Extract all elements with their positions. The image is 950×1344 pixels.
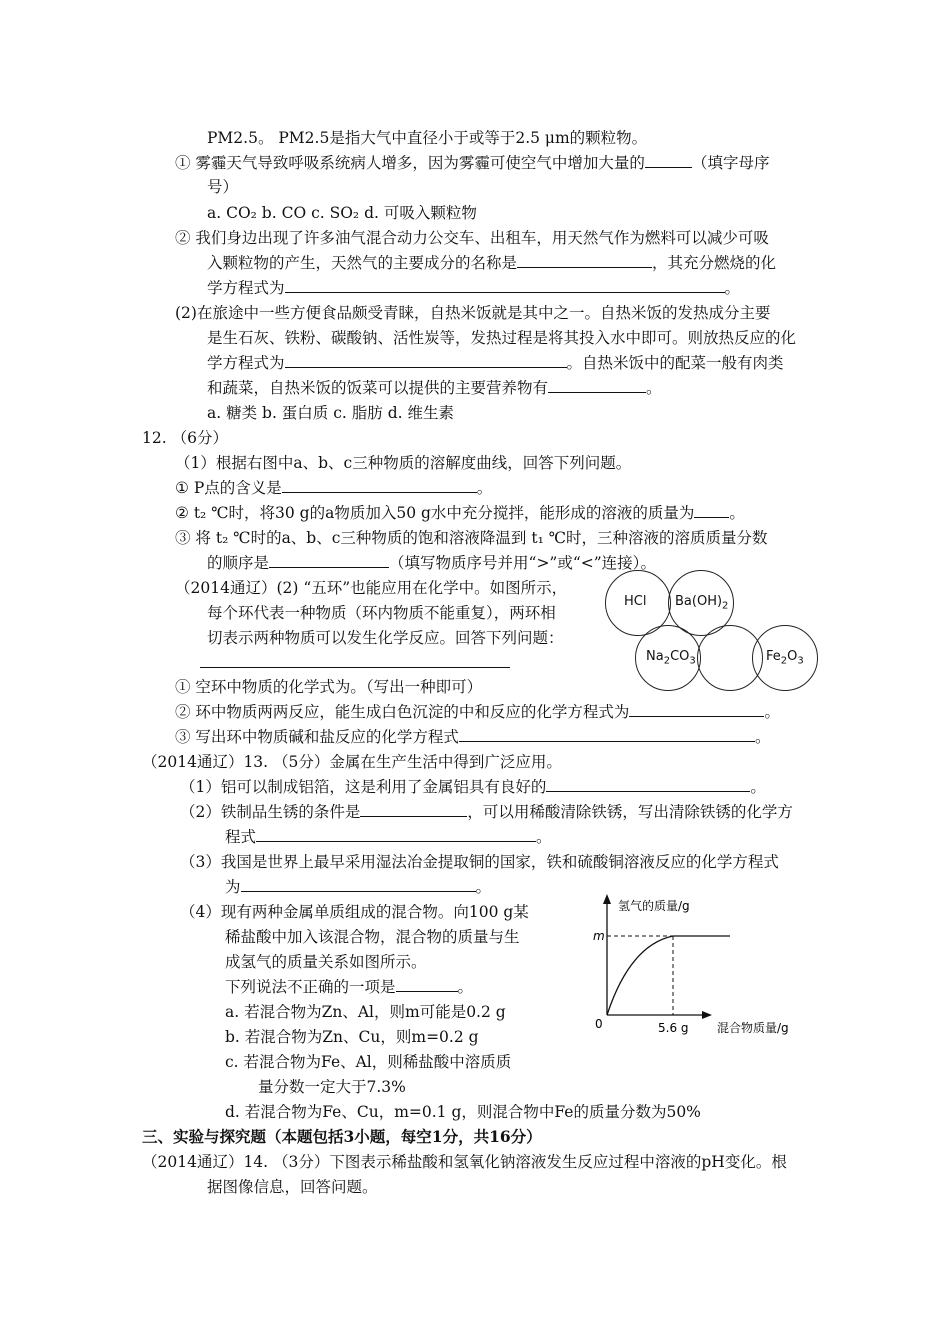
answer-blank[interactable] xyxy=(285,353,567,368)
q13-2-text: （2）铁制品生锈的条件是 xyxy=(180,803,361,821)
q-nutrients: 和蔬菜，自热米饭的饭菜可以提供的主要营养物有 xyxy=(207,379,549,397)
period: 。 xyxy=(476,479,493,497)
period: 。 xyxy=(646,379,662,397)
q-self-heat-tail: 。自热米饭中的配菜一般有肉类 xyxy=(566,354,784,372)
q13-title: （2014通辽）13. （5分）金属在生产生活中得到广泛应用。 xyxy=(142,753,562,771)
q-rings-3-text: ③ 写出环中物质碱和盐反应的化学方程式 xyxy=(175,728,459,746)
q13-3-label: 为 xyxy=(225,878,241,896)
q-order-tail: （填写物质序号并用“>”或“<”连接）。 xyxy=(389,554,656,572)
ring-label-fe2o3: $Fe_2O_3$ xyxy=(766,649,804,667)
q12-order-cont xyxy=(207,553,656,573)
q-p-text: ① P点的含义是 xyxy=(175,479,282,497)
hydrogen-graph xyxy=(585,890,815,1040)
q13-3: （3）我国是世界上最早采用湿法冶金提取铜的国家，铁和硫酸铜溶液反应的化学方程式 xyxy=(180,853,779,871)
answer-blank[interactable] xyxy=(241,877,476,892)
q-mass-text: ② t₂ ℃时，将30 g的a物质加入50 g水中充分搅拌，能形成的溶液的质量为 xyxy=(175,504,695,522)
q-self-heat-4 xyxy=(207,378,662,398)
x-axis-arrow xyxy=(702,1011,712,1019)
options-nutrients: a. 糖类 b. 蛋白质 c. 脂肪 d. 维生素 xyxy=(207,404,454,422)
period: 。 xyxy=(754,728,771,746)
period: 。 xyxy=(750,778,766,796)
answer-blank[interactable] xyxy=(629,702,764,717)
q14-title: （2014通辽）14. （3分）下图表示稀盐酸和氢氧化钠溶液发生反应过程中溶液的pH变化。根 xyxy=(142,1153,787,1171)
x-tick-label: 5.6 g xyxy=(658,1021,689,1035)
curve-rise xyxy=(607,936,673,1015)
q-rings-2 xyxy=(175,702,780,722)
q13-3-cont xyxy=(225,877,491,897)
x-axis-label: 混合物质量/g xyxy=(717,1021,789,1035)
q-natural-gas-cont xyxy=(207,253,776,273)
q-rings-intro-2: 每个环代表一种物质（环内物质不能重复），两环相 xyxy=(207,604,556,622)
option-a: a. 若混合物为Zn、Al，则m可能是0.2 g xyxy=(225,1003,506,1021)
q12-title: 12. （6分） xyxy=(142,429,228,447)
ring-label-hcl: HCl xyxy=(624,594,647,609)
answer-blank[interactable] xyxy=(546,777,750,792)
period: 。 xyxy=(536,828,552,846)
ring-label-na2co3: $Na_2CO_3$ xyxy=(646,649,696,667)
answer-blank[interactable] xyxy=(548,378,646,393)
q-haze-text: ① 雾霾天气导致呼吸系统病人增多，因为雾霾可使空气中增加大量的 xyxy=(175,154,645,172)
q13-4-text: 下列说法不正确的一项是 xyxy=(225,978,396,996)
q-self-heat-2: 是生石灰、铁粉、碳酸钠、活性炭等，发热过程是将其投入水中即可。则放热反应的化 xyxy=(207,329,797,347)
origin-label: 0 xyxy=(595,1017,603,1031)
q-rings-1: ① 空环中物质的化学式为。（写出一种即可） xyxy=(175,678,483,696)
period: 。 xyxy=(457,978,474,996)
options-haze: a. CO₂ b. CO c. SO₂ d. 可吸入颗粒物 xyxy=(207,204,477,222)
q-order-label: 的顺序是 xyxy=(207,554,270,572)
q13-2-cont xyxy=(225,827,552,847)
option-c: c. 若混合物为Fe、Al，则稀盐酸中溶质质 xyxy=(225,1053,512,1071)
q-haze-tail: （填字母序 xyxy=(691,154,770,172)
y-axis-arrow xyxy=(603,894,611,904)
q-natural-gas-eq xyxy=(207,278,740,298)
q13-1-text: （1）铝可以制成铝箔，这是利用了金属铝具有良好的 xyxy=(180,778,547,796)
answer-blank[interactable] xyxy=(256,827,536,842)
q-rings-intro-3: 切表示两种物质可以发生化学反应。回答下列问题： xyxy=(207,629,564,647)
q12-order: ③ 将 t₂ ℃时的a、b、c三种物质的饱和溶液降温到 t₁ ℃时，三种溶液的溶质质量分数 xyxy=(175,529,768,547)
answer-blank[interactable] xyxy=(360,802,467,817)
option-b: b. 若混合物为Zn、Cu，则m=0.2 g xyxy=(225,1028,479,1046)
q13-4-3: 成氢气的质量关系如图所示。 xyxy=(225,953,427,971)
period: 。 xyxy=(475,878,492,896)
answer-blank[interactable] xyxy=(282,478,477,493)
m-label: m xyxy=(593,929,605,943)
ring-label-baoh2: $Ba(OH)_2$ xyxy=(675,594,729,612)
q13-2 xyxy=(180,802,793,822)
q-gas-text: 入颗粒物的产生，天然气的主要成分的名称是 xyxy=(207,254,518,272)
q-rings-3 xyxy=(175,727,770,747)
q-eq-label: 学方程式为 xyxy=(207,354,285,372)
q13-2-label: 程式 xyxy=(225,828,257,846)
q-natural-gas: ② 我们身边出现了许多油气混合动力公交车、出租车，用天然气作为燃料可以减少可吸 xyxy=(175,229,769,247)
q-haze-cont: 号） xyxy=(207,178,239,196)
q-gas-tail: ，其充分燃烧的化 xyxy=(652,254,777,272)
q-haze xyxy=(175,153,769,173)
answer-blank[interactable] xyxy=(517,253,652,268)
q12-mass xyxy=(175,503,745,523)
answer-blank[interactable] xyxy=(285,278,725,293)
section-title: 三、实验与探究题（本题包括3小题，每空1分，共16分） xyxy=(142,1127,542,1146)
q-self-heat: (2)在旅途中一些方便食品颇受青睐，自热米饭就是其中之一。自热米饭的发热成分主要 xyxy=(175,304,771,322)
answer-blank[interactable] xyxy=(396,977,458,992)
answer-blank[interactable] xyxy=(269,553,389,568)
q-self-heat-3 xyxy=(207,353,784,373)
q12-p xyxy=(175,478,492,498)
answer-blank[interactable] xyxy=(694,503,729,518)
q13-4: （4）现有两种金属单质组成的混合物。向100 g某 xyxy=(180,903,529,921)
q-eq-label: 学方程式为 xyxy=(207,279,285,297)
q-rings-2-text: ② 环中物质两两反应，能生成白色沉淀的中和反应的化学方程式为 xyxy=(175,703,630,721)
answer-blank[interactable] xyxy=(645,153,692,168)
q12-1: （1）根据右图中a、b、c三种物质的溶解度曲线，回答下列问题。 xyxy=(175,454,632,472)
period: 。 xyxy=(764,703,780,721)
answer-line[interactable] xyxy=(200,667,510,668)
q13-1 xyxy=(180,777,766,797)
option-d: d. 若混合物为Fe、Cu，m=0.1 g，则混合物中Fe的质量分数为50% xyxy=(225,1103,701,1121)
y-axis-label: 氢气的质量/g xyxy=(618,899,690,913)
q13-2-tail: ，可以用稀酸清除铁锈，写出清除铁锈的化学方 xyxy=(467,803,793,821)
answer-blank[interactable] xyxy=(459,727,755,742)
option-c-cont: 量分数一定大于7.3% xyxy=(258,1078,406,1096)
q13-4-2: 稀盐酸中加入该混合物，混合物的质量与生 xyxy=(225,928,520,946)
q-rings-intro: （2014通辽）(2) “五环”也能应用在化学中。如图所示， xyxy=(175,579,568,597)
period: 。 xyxy=(729,504,745,522)
pm25-definition: PM2.5。 PM2.5是指大气中直径小于或等于2.5 μm的颗粒物。 xyxy=(207,129,648,147)
q13-4-4 xyxy=(225,977,473,997)
period: 。 xyxy=(724,279,741,297)
q14-cont: 据图像信息，回答问题。 xyxy=(207,1178,378,1196)
